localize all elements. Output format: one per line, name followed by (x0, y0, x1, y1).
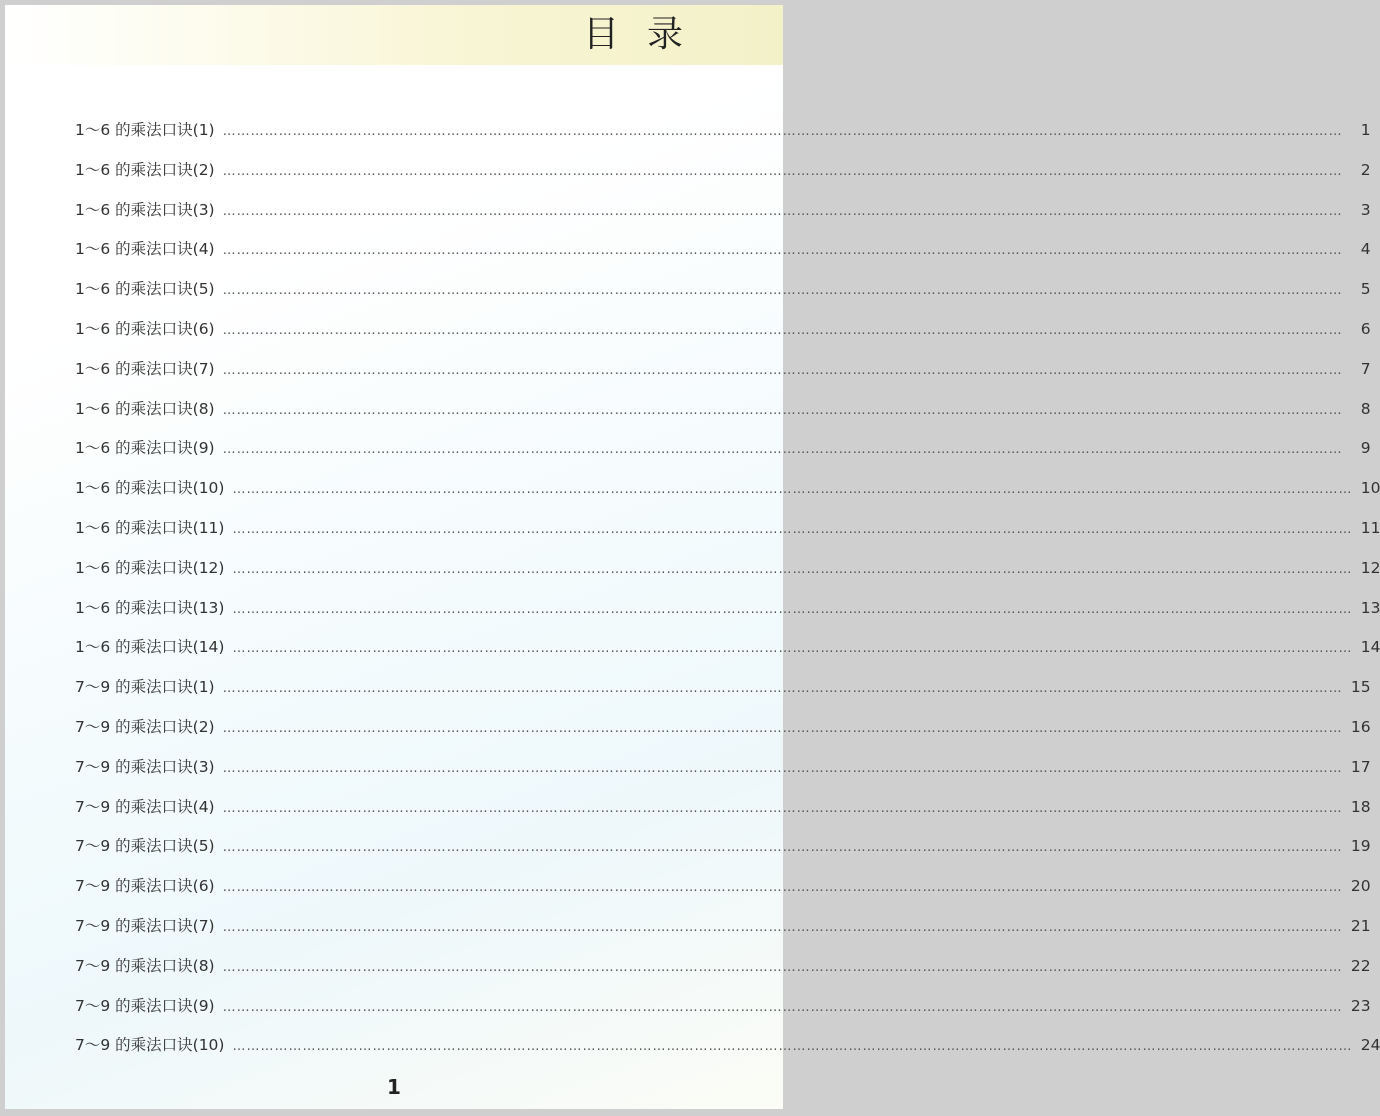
toc-entry[interactable] (75, 390, 1371, 430)
toc-entry-page: 6 (1360, 319, 1371, 338)
toc-dot-leader: …………………………………………………………………………………………………………………………………………………………………………………………………………………… (222, 163, 1343, 179)
toc-dot-leader: …………………………………………………………………………………………………………………………………………………………………………………………………………………… (222, 760, 1343, 776)
toc-dot-leader: …………………………………………………………………………………………………………………………………………………………………………………………………………………… (232, 641, 1353, 657)
toc-entry-page: 22 (1350, 956, 1371, 975)
toc-entry-label: 7～9 的乘法口诀(9) (75, 996, 215, 1015)
toc-dot-leader: …………………………………………………………………………………………………………………………………………………………………………………………………………………… (232, 561, 1353, 577)
toc-entry-label: 1～6 的乘法口诀(8) (75, 399, 215, 418)
toc-dot-leader: …………………………………………………………………………………………………………………………………………………………………………………………………………………… (222, 919, 1343, 935)
toc-entry-label: 1～6 的乘法口诀(3) (75, 200, 215, 219)
toc-entry-page: 17 (1350, 757, 1371, 776)
toc-entry-label: 1～6 的乘法口诀(2) (75, 160, 215, 179)
toc-entry-label: 7～9 的乘法口诀(7) (75, 916, 215, 935)
toc-entry-label: 1～6 的乘法口诀(5) (75, 280, 215, 299)
toc-dot-leader: …………………………………………………………………………………………………………………………………………………………………………………………………………………… (222, 840, 1343, 856)
toc-entry[interactable] (75, 668, 1371, 708)
toc-dot-leader: …………………………………………………………………………………………………………………………………………………………………………………………………………………… (232, 482, 1353, 498)
toc-entry-label: 7～9 的乘法口诀(8) (75, 956, 215, 975)
toc-dot-leader: …………………………………………………………………………………………………………………………………………………………………………………………………………………… (222, 362, 1343, 378)
toc-entry-page: 24 (1360, 1036, 1380, 1055)
toc-entry-label: 7～9 的乘法口诀(10) (75, 1036, 225, 1055)
toc-dot-leader: …………………………………………………………………………………………………………………………………………………………………………………………………………………… (222, 124, 1343, 139)
toc-entry-label: 1～6 的乘法口诀(10) (75, 479, 225, 498)
toc-entry-page: 19 (1350, 837, 1371, 856)
toc-entry[interactable] (75, 827, 1371, 867)
toc-dot-leader: …………………………………………………………………………………………………………………………………………………………………………………………………………………… (222, 720, 1343, 736)
toc-dot-leader: …………………………………………………………………………………………………………………………………………………………………………………………………………………… (232, 521, 1353, 537)
toc-entry-label: 1～6 的乘法口诀(7) (75, 359, 215, 378)
toc-entry-label: 7～9 的乘法口诀(5) (75, 837, 215, 856)
toc-entry-label: 7～9 的乘法口诀(6) (75, 877, 215, 896)
toc-entry[interactable] (75, 509, 1380, 549)
toc-entry-page: 16 (1350, 717, 1371, 736)
toc-entry-page: 2 (1360, 160, 1371, 179)
toc-entry[interactable] (75, 230, 1371, 270)
toc-entry-label: 7～9 的乘法口诀(2) (75, 717, 215, 736)
toc-entry-label: 1～6 的乘法口诀(12) (75, 558, 225, 577)
toc-entry[interactable] (75, 589, 1380, 629)
toc-entry-page: 5 (1360, 280, 1371, 299)
toc-entry[interactable] (75, 549, 1380, 589)
toc-entry[interactable] (75, 469, 1380, 509)
toc-entry[interactable] (75, 111, 1371, 151)
toc-dot-leader: …………………………………………………………………………………………………………………………………………………………………………………………………………………… (222, 203, 1343, 219)
toc-dot-leader: …………………………………………………………………………………………………………………………………………………………………………………………………………………… (222, 243, 1343, 259)
toc-dot-leader: …………………………………………………………………………………………………………………………………………………………………………………………………………………… (222, 999, 1343, 1015)
toc-entry-page: 14 (1360, 638, 1380, 657)
toc-entry[interactable] (75, 1026, 1380, 1066)
toc-entry-page: 11 (1360, 518, 1380, 537)
toc-entry-page: 4 (1360, 240, 1371, 259)
toc-entry[interactable] (75, 310, 1371, 350)
toc-entry-page: 12 (1360, 558, 1380, 577)
toc-entry-label: 1～6 的乘法口诀(11) (75, 518, 225, 537)
toc-entry-page: 15 (1350, 678, 1371, 697)
document-page (5, 5, 1380, 1109)
toc-dot-leader: …………………………………………………………………………………………………………………………………………………………………………………………………………………… (222, 880, 1343, 896)
toc-dot-leader: …………………………………………………………………………………………………………………………………………………………………………………………………………………… (222, 800, 1343, 816)
toc-entry[interactable] (75, 350, 1371, 390)
toc-dot-leader: …………………………………………………………………………………………………………………………………………………………………………………………………………………… (222, 322, 1343, 338)
toc-entry[interactable] (75, 708, 1371, 748)
toc-entry-page: 8 (1360, 399, 1371, 418)
toc-entry-page: 23 (1350, 996, 1371, 1015)
toc-dot-leader: …………………………………………………………………………………………………………………………………………………………………………………………………………………… (222, 959, 1343, 975)
page-title: 目录 (582, 14, 711, 55)
toc-entry-page: 18 (1350, 797, 1371, 816)
toc-entry[interactable] (75, 867, 1371, 907)
toc-dot-leader: …………………………………………………………………………………………………………………………………………………………………………………………………………………… (232, 1039, 1353, 1055)
toc-entry[interactable] (75, 947, 1371, 987)
toc-entry-page: 13 (1360, 598, 1380, 617)
toc-dot-leader: …………………………………………………………………………………………………………………………………………………………………………………………………………………… (222, 442, 1343, 458)
toc-entry-page: 1 (1360, 121, 1371, 139)
toc-entry-page: 9 (1360, 439, 1371, 458)
toc-entry-page: 20 (1350, 877, 1371, 896)
toc-dot-leader: …………………………………………………………………………………………………………………………………………………………………………………………………………………… (222, 283, 1343, 299)
toc-entry[interactable] (75, 987, 1371, 1027)
toc-dot-leader: …………………………………………………………………………………………………………………………………………………………………………………………………………………… (222, 681, 1343, 697)
toc-entry-page: 7 (1360, 359, 1371, 378)
toc-entry-label: 7～9 的乘法口诀(1) (75, 678, 215, 697)
toc-dot-leader: …………………………………………………………………………………………………………………………………………………………………………………………………………………… (232, 601, 1353, 617)
toc-entry-page: 10 (1360, 479, 1380, 498)
toc-entry[interactable] (75, 907, 1371, 947)
toc-entry-page: 3 (1360, 200, 1371, 219)
toc-entry[interactable] (75, 270, 1371, 310)
toc-entry-label: 1～6 的乘法口诀(14) (75, 638, 225, 657)
toc-entry[interactable] (75, 788, 1371, 828)
toc-dot-leader: …………………………………………………………………………………………………………………………………………………………………………………………………………………… (222, 402, 1343, 418)
toc-entry[interactable] (75, 151, 1371, 191)
toc-entry-label: 7～9 的乘法口诀(4) (75, 797, 215, 816)
toc-entry-label: 1～6 的乘法口诀(1) (75, 121, 215, 139)
page-number: 1 (387, 1075, 401, 1099)
toc-entry-label: 1～6 的乘法口诀(6) (75, 319, 215, 338)
toc-entry[interactable] (75, 191, 1371, 231)
toc-entry-label: 1～6 的乘法口诀(9) (75, 439, 215, 458)
toc-entry[interactable] (75, 748, 1371, 788)
toc-entry-label: 1～6 的乘法口诀(13) (75, 598, 225, 617)
table-of-contents (75, 111, 1380, 1066)
toc-entry[interactable] (75, 628, 1380, 668)
toc-entry-page: 21 (1350, 916, 1371, 935)
toc-entry-label: 7～9 的乘法口诀(3) (75, 757, 215, 776)
toc-entry[interactable] (75, 429, 1371, 469)
toc-entry-label: 1～6 的乘法口诀(4) (75, 240, 215, 259)
